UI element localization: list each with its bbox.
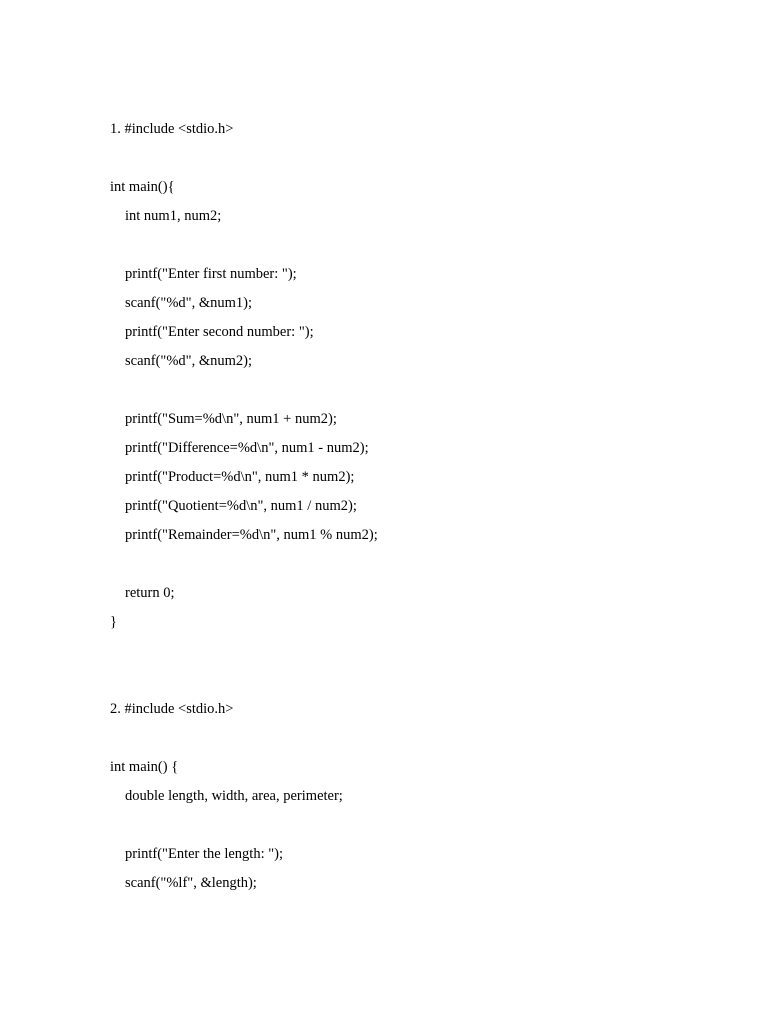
program1-print-product: printf("Product=%d\n", num1 * num2);	[125, 469, 355, 485]
program1-prompt-first: printf("Enter first number: ");	[125, 266, 297, 282]
program1-print-quotient: printf("Quotient=%d\n", num1 / num2);	[125, 498, 357, 514]
program2-declaration: double length, width, area, perimeter;	[125, 788, 343, 804]
program1-main-open: int main(){	[110, 179, 175, 195]
program1-include: 1. #include <stdio.h>	[110, 121, 234, 137]
program2-include: 2. #include <stdio.h>	[110, 701, 234, 717]
program1-scan-second: scanf("%d", &num2);	[125, 353, 253, 369]
program1-print-remainder: printf("Remainder=%d\n", num1 % num2);	[125, 527, 378, 543]
program1-print-sum: printf("Sum=%d\n", num1 + num2);	[125, 411, 337, 427]
program1-scan-first: scanf("%d", &num1);	[125, 295, 253, 311]
program1-declaration: int num1, num2;	[125, 208, 222, 224]
program1-return: return 0;	[125, 585, 175, 601]
program2-scan-length: scanf("%lf", &length);	[125, 875, 257, 891]
program2-prompt-length: printf("Enter the length: ");	[125, 846, 283, 862]
program1-prompt-second: printf("Enter second number: ");	[125, 324, 314, 340]
program1-print-difference: printf("Difference=%d\n", num1 - num2);	[125, 440, 369, 456]
program2-main-open: int main() {	[110, 759, 179, 775]
program1-close-brace: }	[110, 614, 117, 630]
